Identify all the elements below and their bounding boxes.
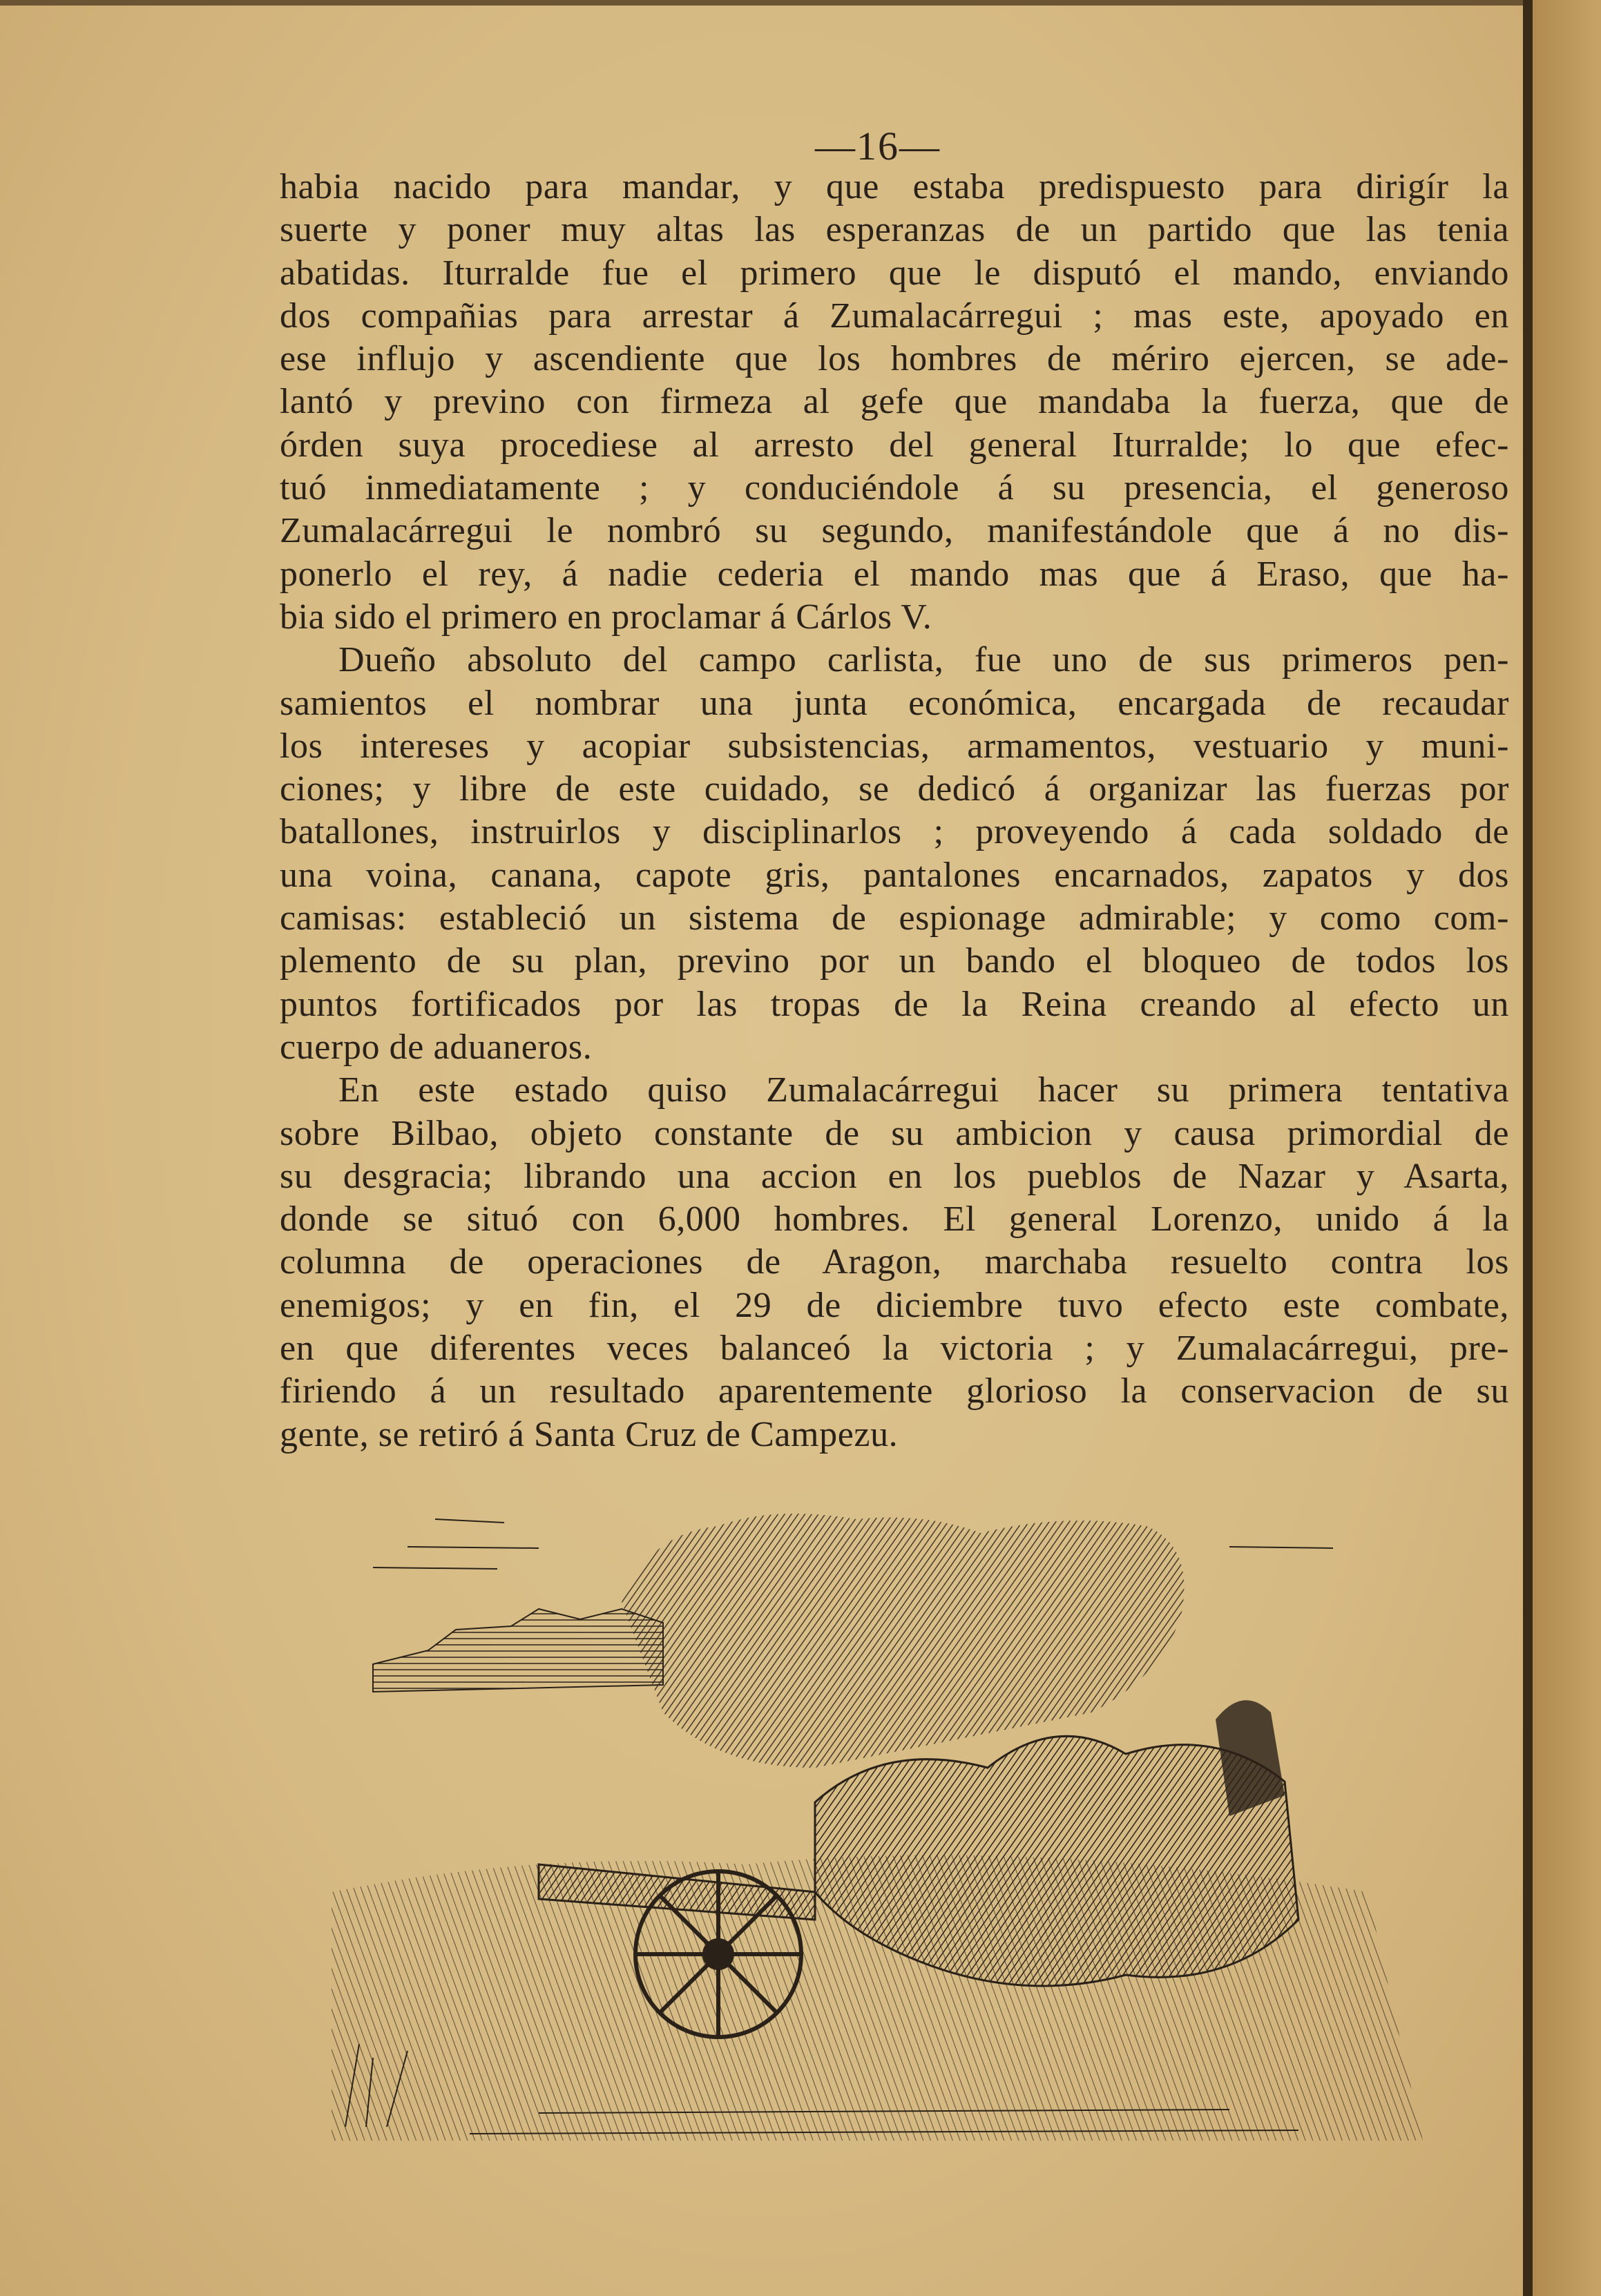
text-line: cuerpo de aduaneros. [280, 1027, 593, 1067]
text-line: habia nacido para mandar, y que estaba predispuesto para dirigír la [280, 167, 1509, 206]
text-line: batallones, instruirlos y disciplinarlos ; proveyendo á cada soldado de [280, 812, 1509, 852]
page-binding-edge [1523, 0, 1533, 2296]
text-line: dos compañias para arrestar á Zumalacárregui ; mas este, apoyado en [280, 296, 1509, 336]
text-line: camisas: estableció un sistema de espionage admirable; y como com- [280, 898, 1509, 938]
text-line: lantó y previno con firmeza al gefe que mandaba la fuerza, que de [280, 382, 1509, 422]
text-line: sobre Bilbao, objeto constante de su ambicion y causa primordial de [280, 1113, 1509, 1153]
body-text [280, 166, 1509, 1456]
text-line: plemento de su plan, previno por un bando el bloqueo de todos los [280, 941, 1509, 981]
text-line: órden suya procediese al arresto del general Iturralde; lo que efec- [280, 425, 1509, 465]
text-line: su desgracia; librando una accion en los pueblos de Nazar y Asarta, [280, 1156, 1509, 1196]
text-line: Zumalacárregui le nombró su segundo, manifestándole que á no dis- [280, 511, 1509, 551]
text-line: abatidas. Iturralde fue el primero que le disputó el mando, enviando [280, 253, 1509, 293]
text-line: una voina, canana, capote gris, pantalones encarnados, zapatos y dos [280, 855, 1509, 895]
paragraph-start-line: Dueño absoluto del campo carlista, fue uno de sus primeros pen- [338, 640, 1509, 680]
text-line: suerte y poner muy altas las esperanzas de un partido que las tenia [280, 210, 1509, 250]
engraving-illustration [332, 1505, 1423, 2141]
text-line: los intereses y acopiar subsistencias, armamentos, vestuario y muni- [280, 726, 1509, 766]
text-line: puntos fortificados por las tropas de la Reina creando al efecto un [280, 984, 1509, 1024]
text-line: ese influjo y ascendiente que los hombres de mériro ejercen, se ade- [280, 339, 1509, 379]
trees-foliage [622, 1514, 1184, 1768]
text-line: firiendo á un resultado aparentemente glorioso la conservacion de su [280, 1371, 1509, 1411]
text-line: samientos el nombrar una junta económica, encargada de recaudar [280, 683, 1509, 723]
text-line: ciones; y libre de este cuidado, se dedicó á organizar las fuerzas por [280, 769, 1509, 809]
text-line: en que diferentes veces balanceó la victoria ; y Zumalacárregui, pre- [280, 1329, 1509, 1369]
page-top-edge [0, 0, 1530, 6]
text-line: columna de operaciones de Aragon, marchaba resuelto contra los [280, 1242, 1509, 1282]
town-silhouette [373, 1609, 663, 1692]
page-number: —16— [815, 124, 941, 168]
adjacent-page-edge [1533, 0, 1601, 2296]
text-line: tuó inmediatamente ; y conduciéndole á su presencia, el generoso [280, 468, 1509, 508]
text-line: gente, se retiró á Santa Cruz de Campezu. [280, 1414, 899, 1454]
paragraph-start-line: En este estado quiso Zumalacárregui hacer su primera tentativa [338, 1070, 1509, 1110]
text-line: ponerlo el rey, á nadie cederia el mando mas que á Eraso, que ha- [280, 554, 1509, 594]
text-line: bia sido el primero en proclamar á Cárlos V. [280, 597, 932, 637]
text-line: enemigos; y en fin, el 29 de diciembre tuvo efecto este combate, [280, 1285, 1509, 1325]
text-line: donde se situó con 6,000 hombres. El general Lorenzo, unido á la [280, 1199, 1509, 1239]
